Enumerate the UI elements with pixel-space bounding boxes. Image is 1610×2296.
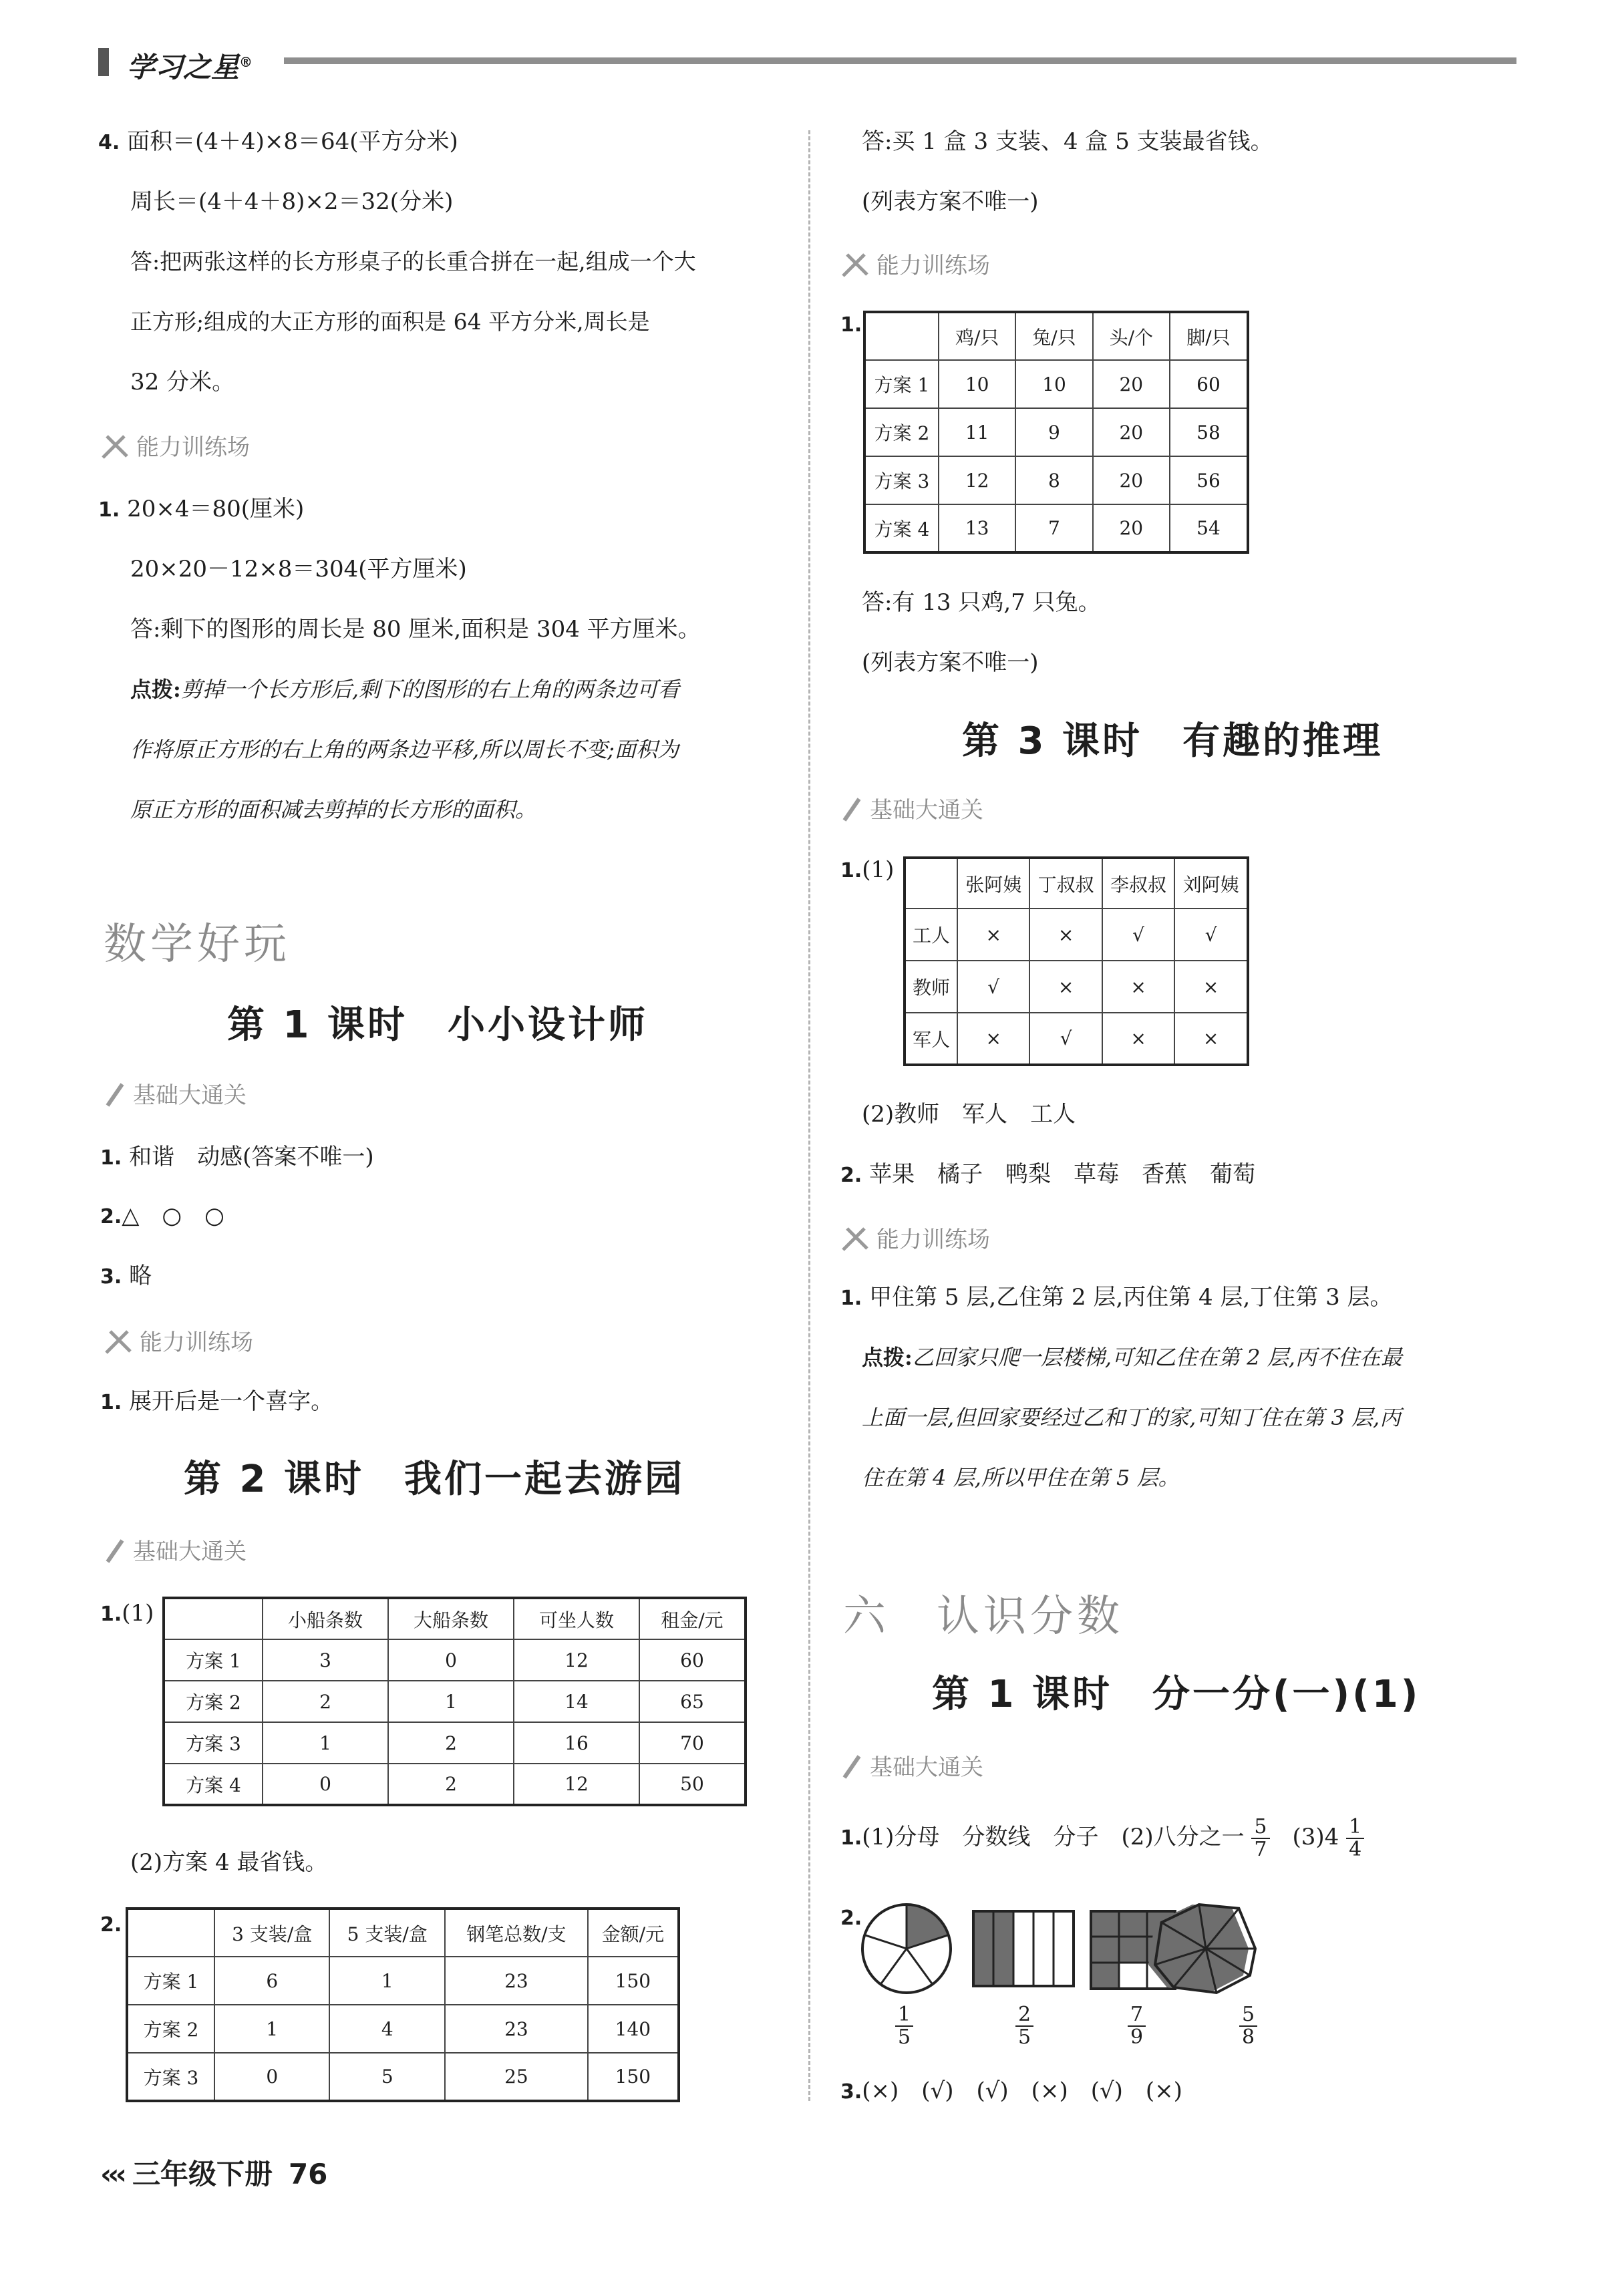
table-row: 方案 1 6 1 23 150 xyxy=(127,1957,679,2005)
a1-tip-line2: 作将原正方形的右上角的两条边平移,所以周长不变;面积为 xyxy=(130,737,679,762)
section-ability-1: 能力训练场 xyxy=(100,429,250,462)
h2-fraction-1: $\frac{1}{5}$ xyxy=(895,2004,913,2048)
e1-answer1: 答:有 13 只鸡,7 只兔。 xyxy=(862,589,1101,616)
a1-line2: 20×20－12×8＝304(平方厘米) xyxy=(130,556,467,583)
h3-line: 3.(×) (√) (√) (×) (√) (×) xyxy=(840,2078,1182,2104)
header-bar-mark xyxy=(98,48,109,76)
r-top-line1: 答:买 1 盒 3 支装、4 盒 5 支装最省钱。 xyxy=(862,128,1273,155)
table-row: 方案 3 0 5 25 150 xyxy=(127,2053,679,2101)
pencil-icon xyxy=(104,1538,126,1565)
lesson-title-1: 第 1 课时 小小设计师 xyxy=(227,1003,648,1047)
section-basic-2: 基础大通关 xyxy=(104,1533,247,1566)
section-ability-r2: 能力训练场 xyxy=(840,1221,990,1254)
unit-title-fractions: 六 认识分数 xyxy=(843,1592,1124,1641)
h2-fraction-4: $\frac{5}{8}$ xyxy=(1239,2004,1257,2048)
f1-answer: (2)教师 军人 工人 xyxy=(862,1101,1076,1128)
section-basic-1: 基础大通关 xyxy=(104,1077,247,1110)
h2-fraction-2: $\frac{2}{5}$ xyxy=(1015,2004,1033,2048)
section-basic-r2: 基础大通关 xyxy=(840,1749,983,1782)
chevrons-icon: ‹‹‹ xyxy=(100,2158,123,2190)
chicken-rabbit-table: 鸡/只 兔/只 头/个 脚/只 方案 1 10 10 20 60 方案 2 11 9 20 58 方案 3 12 8 20 56 方案 4 13 7 20 54 xyxy=(863,311,1249,554)
pencil-icon xyxy=(104,1082,126,1108)
footer-grade: ‹‹‹ 三年级下册 76 xyxy=(100,2158,328,2190)
d1-label: 1.(1) xyxy=(100,1600,154,1627)
q4-line2: 周长＝(4＋4＋8)×2＝32(分米) xyxy=(130,188,454,215)
section-ability-r1: 能力训练场 xyxy=(840,247,990,280)
rect-fifths-figure xyxy=(973,1911,1074,1986)
unit-title-math-fun: 数学好玩 xyxy=(104,920,291,969)
a1-tip-line1: 点拨:剪掉一个长方形后,剩下的图形的右上角的两条边可看 xyxy=(130,677,680,702)
q4-line4: 正方形;组成的大正方形的面积是 64 平方分米,周长是 xyxy=(130,309,650,335)
h1-line: 1.(1)分母 分数线 分子 (2)八分之一 $\frac{5}{7}$ (3)4 $\frac{1}{4}$ xyxy=(840,1810,1364,1865)
h2-label: 2. xyxy=(840,1907,862,1930)
pencils-icon xyxy=(100,434,130,460)
q4-line3: 答:把两张这样的长方形桌子的长重合拼在一起,组成一个大 xyxy=(130,249,696,275)
b3-line: 3. 略 xyxy=(100,1263,152,1289)
lesson-title-3: 第 3 课时 有趣的推理 xyxy=(962,719,1383,763)
e1-answer2: (列表方案不唯一) xyxy=(862,649,1039,676)
table-row: 军人 × √ × × xyxy=(905,1013,1248,1065)
table-row: 方案 1 3 0 12 60 xyxy=(164,1639,746,1681)
boat-rental-table: 小船条数 大船条数 可坐人数 租金/元 方案 1 3 0 12 60 方案 2 2 1 14 65 方案 3 1 2 16 70 方案 4 0 2 12 50 xyxy=(162,1597,747,1806)
b1-line: 1. 和谐 动感(答案不唯一) xyxy=(100,1144,374,1170)
pencil-icon xyxy=(840,1754,863,1780)
circle-fifths-figure xyxy=(862,1905,951,1993)
a1-line1: 1. 20×4＝80(厘米) xyxy=(98,496,305,522)
section-basic-r1: 基础大通关 xyxy=(840,792,983,824)
column-divider xyxy=(808,130,810,2101)
table-row: 方案 3 12 8 20 56 xyxy=(864,456,1248,504)
table-row: 方案 2 2 1 14 65 xyxy=(164,1681,746,1722)
e1-label: 1. xyxy=(840,313,862,337)
fraction-one-quarter: $\frac{1}{4}$ xyxy=(1346,1816,1364,1860)
g1-tip-line3: 住在第 4 层,所以甲住在第 5 层。 xyxy=(862,1465,1180,1490)
pencils-icon xyxy=(840,1226,870,1253)
pencils-icon xyxy=(840,252,870,279)
table-row: 方案 4 13 7 20 54 xyxy=(864,504,1248,552)
occupation-logic-table: 张阿姨 丁叔叔 李叔叔 刘阿姨 工人 × × √ √ 教师 √ × × × 军人 × √ × × xyxy=(903,856,1249,1066)
q4-line5: 32 分米。 xyxy=(130,369,235,395)
pen-purchase-table: 3 支装/盒 5 支装/盒 钢笔总数/支 金额/元 方案 1 6 1 23 150 方案 2 1 4 23 140 方案 3 0 5 25 150 xyxy=(126,1907,680,2102)
lesson-title-2: 第 2 课时 我们一起去游园 xyxy=(184,1458,685,1501)
g1-line: 1. 甲住第 5 层,乙住第 2 层,丙住第 4 层,丁住第 3 层。 xyxy=(840,1284,1393,1311)
table-row: 方案 2 11 9 20 58 xyxy=(864,408,1248,456)
fraction-five-sevenths: $\frac{5}{7}$ xyxy=(1251,1816,1269,1860)
table-row: 方案 2 1 4 23 140 xyxy=(127,2005,679,2053)
table-row: 教师 √ × × × xyxy=(905,961,1248,1013)
section-ability-2: 能力训练场 xyxy=(104,1324,253,1357)
q4-line1: 4. 面积＝(4＋4)×8＝64(平方分米) xyxy=(98,128,458,155)
table-row: 工人 × × √ √ xyxy=(905,909,1248,961)
a1-line3: 答:剩下的图形的周长是 80 厘米,面积是 304 平方厘米。 xyxy=(130,616,701,643)
r-top-line2: (列表方案不唯一) xyxy=(862,188,1039,215)
pencils-icon xyxy=(104,1329,133,1355)
b2-line: 2.△ ○ ○ xyxy=(100,1202,224,1229)
g1-tip-line1: 点拨:乙回家只爬一层楼梯,可知乙住在第 2 层,丙不住在最 xyxy=(862,1345,1402,1370)
pencil-icon xyxy=(840,796,863,823)
h2-fraction-3: $\frac{7}{9}$ xyxy=(1128,2004,1146,2048)
f1-label: 1.(1) xyxy=(840,856,895,883)
lesson-title-4: 第 1 课时 分一分(一)(1) xyxy=(932,1673,1421,1716)
table-row: 方案 1 10 10 20 60 xyxy=(864,360,1248,408)
header-rule xyxy=(284,57,1516,64)
brand-title: 学习之星® xyxy=(127,51,253,84)
table-row: 方案 4 0 2 12 50 xyxy=(164,1764,746,1805)
d2-label: 2. xyxy=(100,1913,122,1937)
g1-tip-line2: 上面一层,但回家要经过乙和丁的家,可知丁住在第 3 层,丙 xyxy=(862,1405,1402,1430)
d1-answer: (2)方案 4 最省钱。 xyxy=(130,1849,328,1876)
c1-line: 1. 展开后是一个喜字。 xyxy=(100,1388,334,1415)
fraction-figures xyxy=(858,1901,1299,2054)
f2-line: 2. 苹果 橘子 鸭梨 草莓 香蕉 葡萄 xyxy=(840,1161,1256,1188)
page-number: 76 xyxy=(288,2158,328,2190)
table-row: 方案 3 1 2 16 70 xyxy=(164,1722,746,1764)
a1-tip-line3: 原正方形的面积减去剪掉的长方形的面积。 xyxy=(130,797,537,822)
